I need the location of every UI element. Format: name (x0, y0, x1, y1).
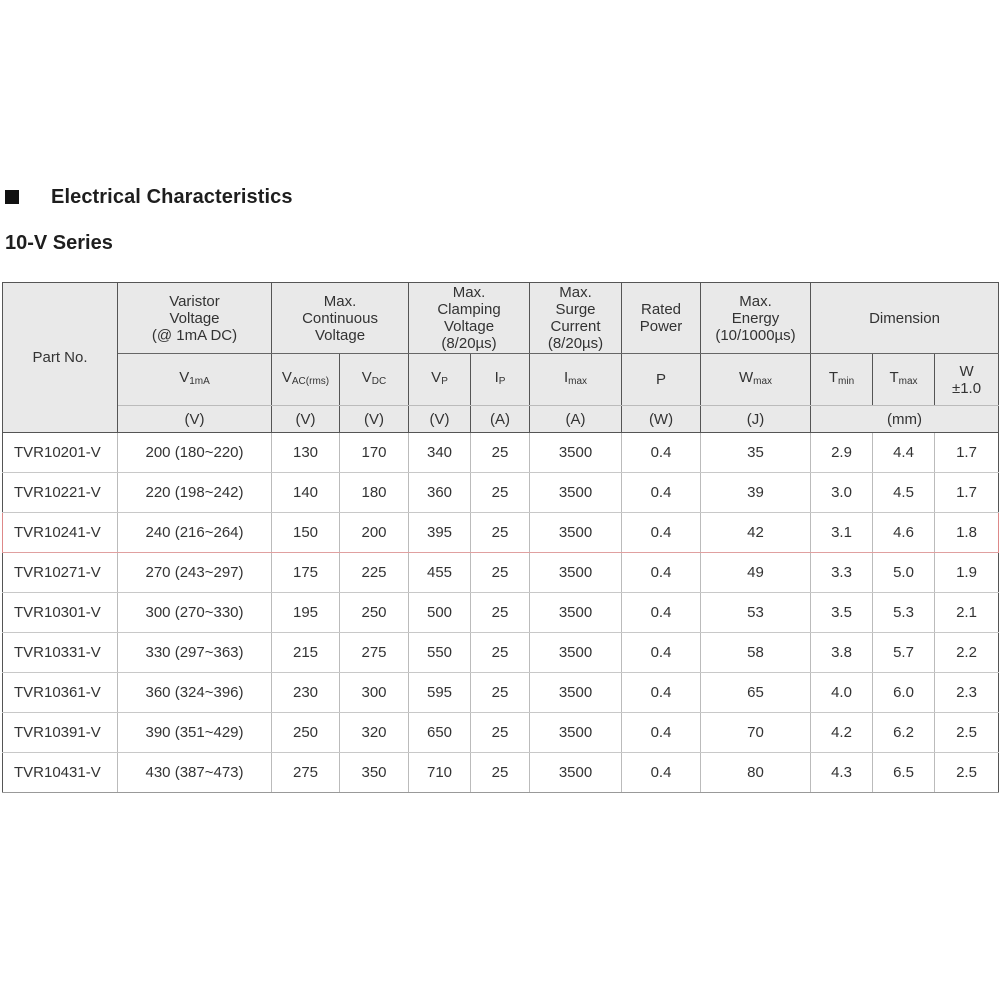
unit-ip: (A) (471, 406, 530, 433)
energy-cell: 70 (701, 713, 811, 753)
symbol-imax: $I_{max}$ (530, 354, 622, 406)
section-title: Electrical Characteristics (51, 185, 293, 208)
power-cell: 0.4 (622, 593, 701, 633)
vp-cell: 395 (409, 513, 471, 553)
tmax-cell: 4.5 (873, 473, 935, 513)
varistor-voltage-cell: 300 (270~330) (118, 593, 272, 633)
part-no-cell: TVR10301-V (3, 593, 118, 633)
tmax-cell: 4.4 (873, 433, 935, 473)
varistor-voltage-cell: 360 (324~396) (118, 673, 272, 713)
vp-cell: 360 (409, 473, 471, 513)
part-no-cell: TVR10431-V (3, 753, 118, 793)
varistor-voltage-cell: 430 (387~473) (118, 753, 272, 793)
vac-cell: 230 (272, 673, 340, 713)
table-row (3, 673, 999, 713)
imax-cell: 3500 (530, 673, 622, 713)
width-cell: 2.1 (935, 593, 999, 633)
vac-cell: 130 (272, 433, 340, 473)
header-max-surge-current: Max. Surge Current (8/20µs) (530, 283, 622, 354)
table-row (3, 753, 999, 793)
tmin-cell: 3.1 (811, 513, 873, 553)
table-row (3, 473, 999, 513)
tmax-cell: 5.0 (873, 553, 935, 593)
unit-imax: (A) (530, 406, 622, 433)
varistor-voltage-cell: 330 (297~363) (118, 633, 272, 673)
vdc-cell: 225 (340, 553, 409, 593)
power-cell: 0.4 (622, 433, 701, 473)
unit-vac: (V) (272, 406, 340, 433)
tmin-cell: 4.3 (811, 753, 873, 793)
symbol-vp: $V_P$ (409, 354, 471, 406)
black-square-icon (5, 190, 19, 204)
vac-cell: 175 (272, 553, 340, 593)
power-cell: 0.4 (622, 713, 701, 753)
width-cell: 2.5 (935, 753, 999, 793)
section-heading (5, 184, 293, 210)
header-part-no: Part No. (3, 283, 118, 433)
varistor-voltage-cell: 270 (243~297) (118, 553, 272, 593)
header-dimension: Dimension (811, 283, 999, 354)
ip-cell: 25 (471, 433, 530, 473)
imax-cell: 3500 (530, 553, 622, 593)
vp-cell: 710 (409, 753, 471, 793)
table-row (3, 713, 999, 753)
vdc-cell: 350 (340, 753, 409, 793)
power-cell: 0.4 (622, 473, 701, 513)
symbol-v1ma: $V_{1mA}$ (118, 354, 272, 406)
power-cell: 0.4 (622, 633, 701, 673)
imax-cell: 3500 (530, 473, 622, 513)
energy-cell: 42 (701, 513, 811, 553)
energy-cell: 58 (701, 633, 811, 673)
part-no-cell: TVR10331-V (3, 633, 118, 673)
width-cell: 1.8 (935, 513, 999, 553)
ip-cell: 25 (471, 593, 530, 633)
width-cell: 1.7 (935, 433, 999, 473)
unit-dimension: (mm) (811, 406, 999, 433)
electrical-characteristics-table (2, 282, 999, 793)
vac-cell: 250 (272, 713, 340, 753)
width-cell: 1.9 (935, 553, 999, 593)
header-max-clamping-voltage: Max. Clamping Voltage (8/20µs) (409, 283, 530, 354)
unit-vdc: (V) (340, 406, 409, 433)
table-row (3, 553, 999, 593)
tmax-cell: 6.5 (873, 753, 935, 793)
part-no-cell: TVR10241-V (3, 513, 118, 553)
energy-cell: 35 (701, 433, 811, 473)
tmax-cell: 5.3 (873, 593, 935, 633)
vdc-cell: 275 (340, 633, 409, 673)
vp-cell: 595 (409, 673, 471, 713)
vdc-cell: 320 (340, 713, 409, 753)
table-body (3, 433, 999, 793)
symbol-p: P (622, 354, 701, 406)
symbol-vac: $V_{AC(rms)}$ (272, 354, 340, 406)
part-no-cell: TVR10221-V (3, 473, 118, 513)
vdc-cell: 180 (340, 473, 409, 513)
power-cell: 0.4 (622, 513, 701, 553)
imax-cell: 3500 (530, 593, 622, 633)
energy-cell: 65 (701, 673, 811, 713)
part-no-cell: TVR10391-V (3, 713, 118, 753)
width-cell: 1.7 (935, 473, 999, 513)
symbol-ip: $I_P$ (471, 354, 530, 406)
vp-cell: 340 (409, 433, 471, 473)
symbol-tmax: $T_{max}$ (873, 354, 935, 406)
varistor-voltage-cell: 200 (180~220) (118, 433, 272, 473)
vdc-cell: 200 (340, 513, 409, 553)
header-max-continuous-voltage: Max. Continuous Voltage (272, 283, 409, 354)
vdc-cell: 170 (340, 433, 409, 473)
vdc-cell: 300 (340, 673, 409, 713)
imax-cell: 3500 (530, 753, 622, 793)
vp-cell: 455 (409, 553, 471, 593)
table-row (3, 593, 999, 633)
vac-cell: 275 (272, 753, 340, 793)
vac-cell: 215 (272, 633, 340, 673)
ip-cell: 25 (471, 673, 530, 713)
vac-cell: 195 (272, 593, 340, 633)
tmin-cell: 2.9 (811, 433, 873, 473)
power-cell: 0.4 (622, 673, 701, 713)
ip-cell: 25 (471, 553, 530, 593)
ip-cell: 25 (471, 753, 530, 793)
energy-cell: 53 (701, 593, 811, 633)
vp-cell: 650 (409, 713, 471, 753)
energy-cell: 39 (701, 473, 811, 513)
ip-cell: 25 (471, 713, 530, 753)
imax-cell: 3500 (530, 513, 622, 553)
width-cell: 2.3 (935, 673, 999, 713)
tmin-cell: 3.5 (811, 593, 873, 633)
power-cell: 0.4 (622, 753, 701, 793)
ip-cell: 25 (471, 633, 530, 673)
tmax-cell: 6.0 (873, 673, 935, 713)
tmin-cell: 4.0 (811, 673, 873, 713)
power-cell: 0.4 (622, 553, 701, 593)
series-title: 10-V Series (5, 232, 113, 254)
vp-cell: 550 (409, 633, 471, 673)
ip-cell: 25 (471, 513, 530, 553)
vdc-cell: 250 (340, 593, 409, 633)
part-no-cell: TVR10201-V (3, 433, 118, 473)
tmin-cell: 3.8 (811, 633, 873, 673)
imax-cell: 3500 (530, 633, 622, 673)
header-rated-power: Rated Power (622, 283, 701, 354)
tmax-cell: 6.2 (873, 713, 935, 753)
symbol-wmax: $W_{max}$ (701, 354, 811, 406)
vac-cell: 150 (272, 513, 340, 553)
vac-cell: 140 (272, 473, 340, 513)
tmin-cell: 3.3 (811, 553, 873, 593)
table-row (3, 433, 999, 473)
varistor-voltage-cell: 240 (216~264) (118, 513, 272, 553)
unit-wmax: (J) (701, 406, 811, 433)
imax-cell: 3500 (530, 433, 622, 473)
unit-p: (W) (622, 406, 701, 433)
symbol-w: W ±1.0 (935, 354, 999, 406)
imax-cell: 3500 (530, 713, 622, 753)
tmax-cell: 4.6 (873, 513, 935, 553)
tmin-cell: 3.0 (811, 473, 873, 513)
energy-cell: 49 (701, 553, 811, 593)
ip-cell: 25 (471, 473, 530, 513)
tmax-cell: 5.7 (873, 633, 935, 673)
unit-vp: (V) (409, 406, 471, 433)
part-no-cell: TVR10271-V (3, 553, 118, 593)
unit-v1ma: (V) (118, 406, 272, 433)
table-row (3, 633, 999, 673)
width-cell: 2.5 (935, 713, 999, 753)
header-varistor-voltage: Varistor Voltage (@ 1mA DC) (118, 283, 272, 354)
varistor-voltage-cell: 220 (198~242) (118, 473, 272, 513)
table-row (3, 513, 999, 553)
varistor-voltage-cell: 390 (351~429) (118, 713, 272, 753)
symbol-vdc: $V_{DC}$ (340, 354, 409, 406)
header-max-energy: Max. Energy (10/1000µs) (701, 283, 811, 354)
symbol-tmin: $T_{min}$ (811, 354, 873, 406)
vp-cell: 500 (409, 593, 471, 633)
width-cell: 2.2 (935, 633, 999, 673)
part-no-cell: TVR10361-V (3, 673, 118, 713)
energy-cell: 80 (701, 753, 811, 793)
tmin-cell: 4.2 (811, 713, 873, 753)
